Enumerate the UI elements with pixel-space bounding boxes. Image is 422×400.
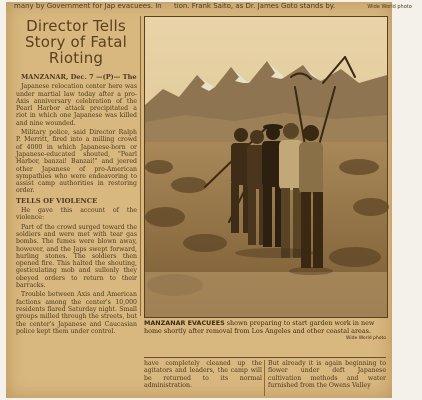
article-paragraph: Part of the crowd surged toward the soldiers and were met with tear gas bombs. The fumes were blown away, however, and the Japs swept forward, hurling stones. The soldiers then opened fire. This halted the shouting, gesticulating mob and sullenly they obeyed orders to return to their barracks. [16,223,137,290]
bottom-article-column: have completely cleaned up the agitators and leaders, the camp will be returned to its normal administration. [144,360,262,389]
headline: Director Tells Story of Fatal Rioting [24,17,128,67]
article-paragraph: He gave this account of the violence: [16,207,137,222]
top-strip-right: tion. Frank Saito, as Dr. James Goto stands by. [173,2,336,10]
column-rule [264,360,265,396]
subheading: TELLS OF VIOLENCE [16,196,98,205]
caption-lead: MANZANAR EVACUEES [144,319,225,327]
news-photo [144,16,388,318]
photo-caption [144,320,386,343]
photo-image [145,17,387,317]
horizontal-rule [144,357,386,358]
column-rule [140,16,141,316]
article-paragraph: Japanese relocation center here was under martial law today after a pro-Axis anniversary celebration of the Pearl Harbor attack precipitated a riot in which one Japanese was killed and nine wounded. [16,83,137,127]
newspaper-clipping [6,2,412,398]
article-paragraph: Trouble between Axis and American factions among the center's 10,000 residents flared Saturday night. Small groups milled through the streets, but the center's Japanese and Caucasian police kept them under control. [16,291,137,335]
article-column [16,74,137,396]
caption-text: shown preparing to start garden work in new home shortly after removal from Los Angeles and other coastal areas. [144,319,375,335]
top-strip-left: many by Government for Jap evacuees. In [14,2,162,10]
top-strip-credit: Wide World photo [367,4,412,10]
top-caption-strip [14,2,412,12]
article-paragraph: Military police, said Director Ralph P. Merritt, fired into a milling crowd of 4000 in which Japanese-born or Japanese-educated shouted, "Pearl Harbor, banzai! Banzai!" and jeered other Japanese of pro-American sympathies who were endeavoring to assist camp authorities in restoring order. [16,129,137,195]
dateline: MANZANAR, Dec. 7 —(P)— The [21,73,137,81]
photo-credit: Wide World photo [346,336,386,342]
bottom-article-column-right: But already it is again beginning to flower under deft Japanese cultivation methods and water furnished from the Owens Valley [268,360,386,389]
